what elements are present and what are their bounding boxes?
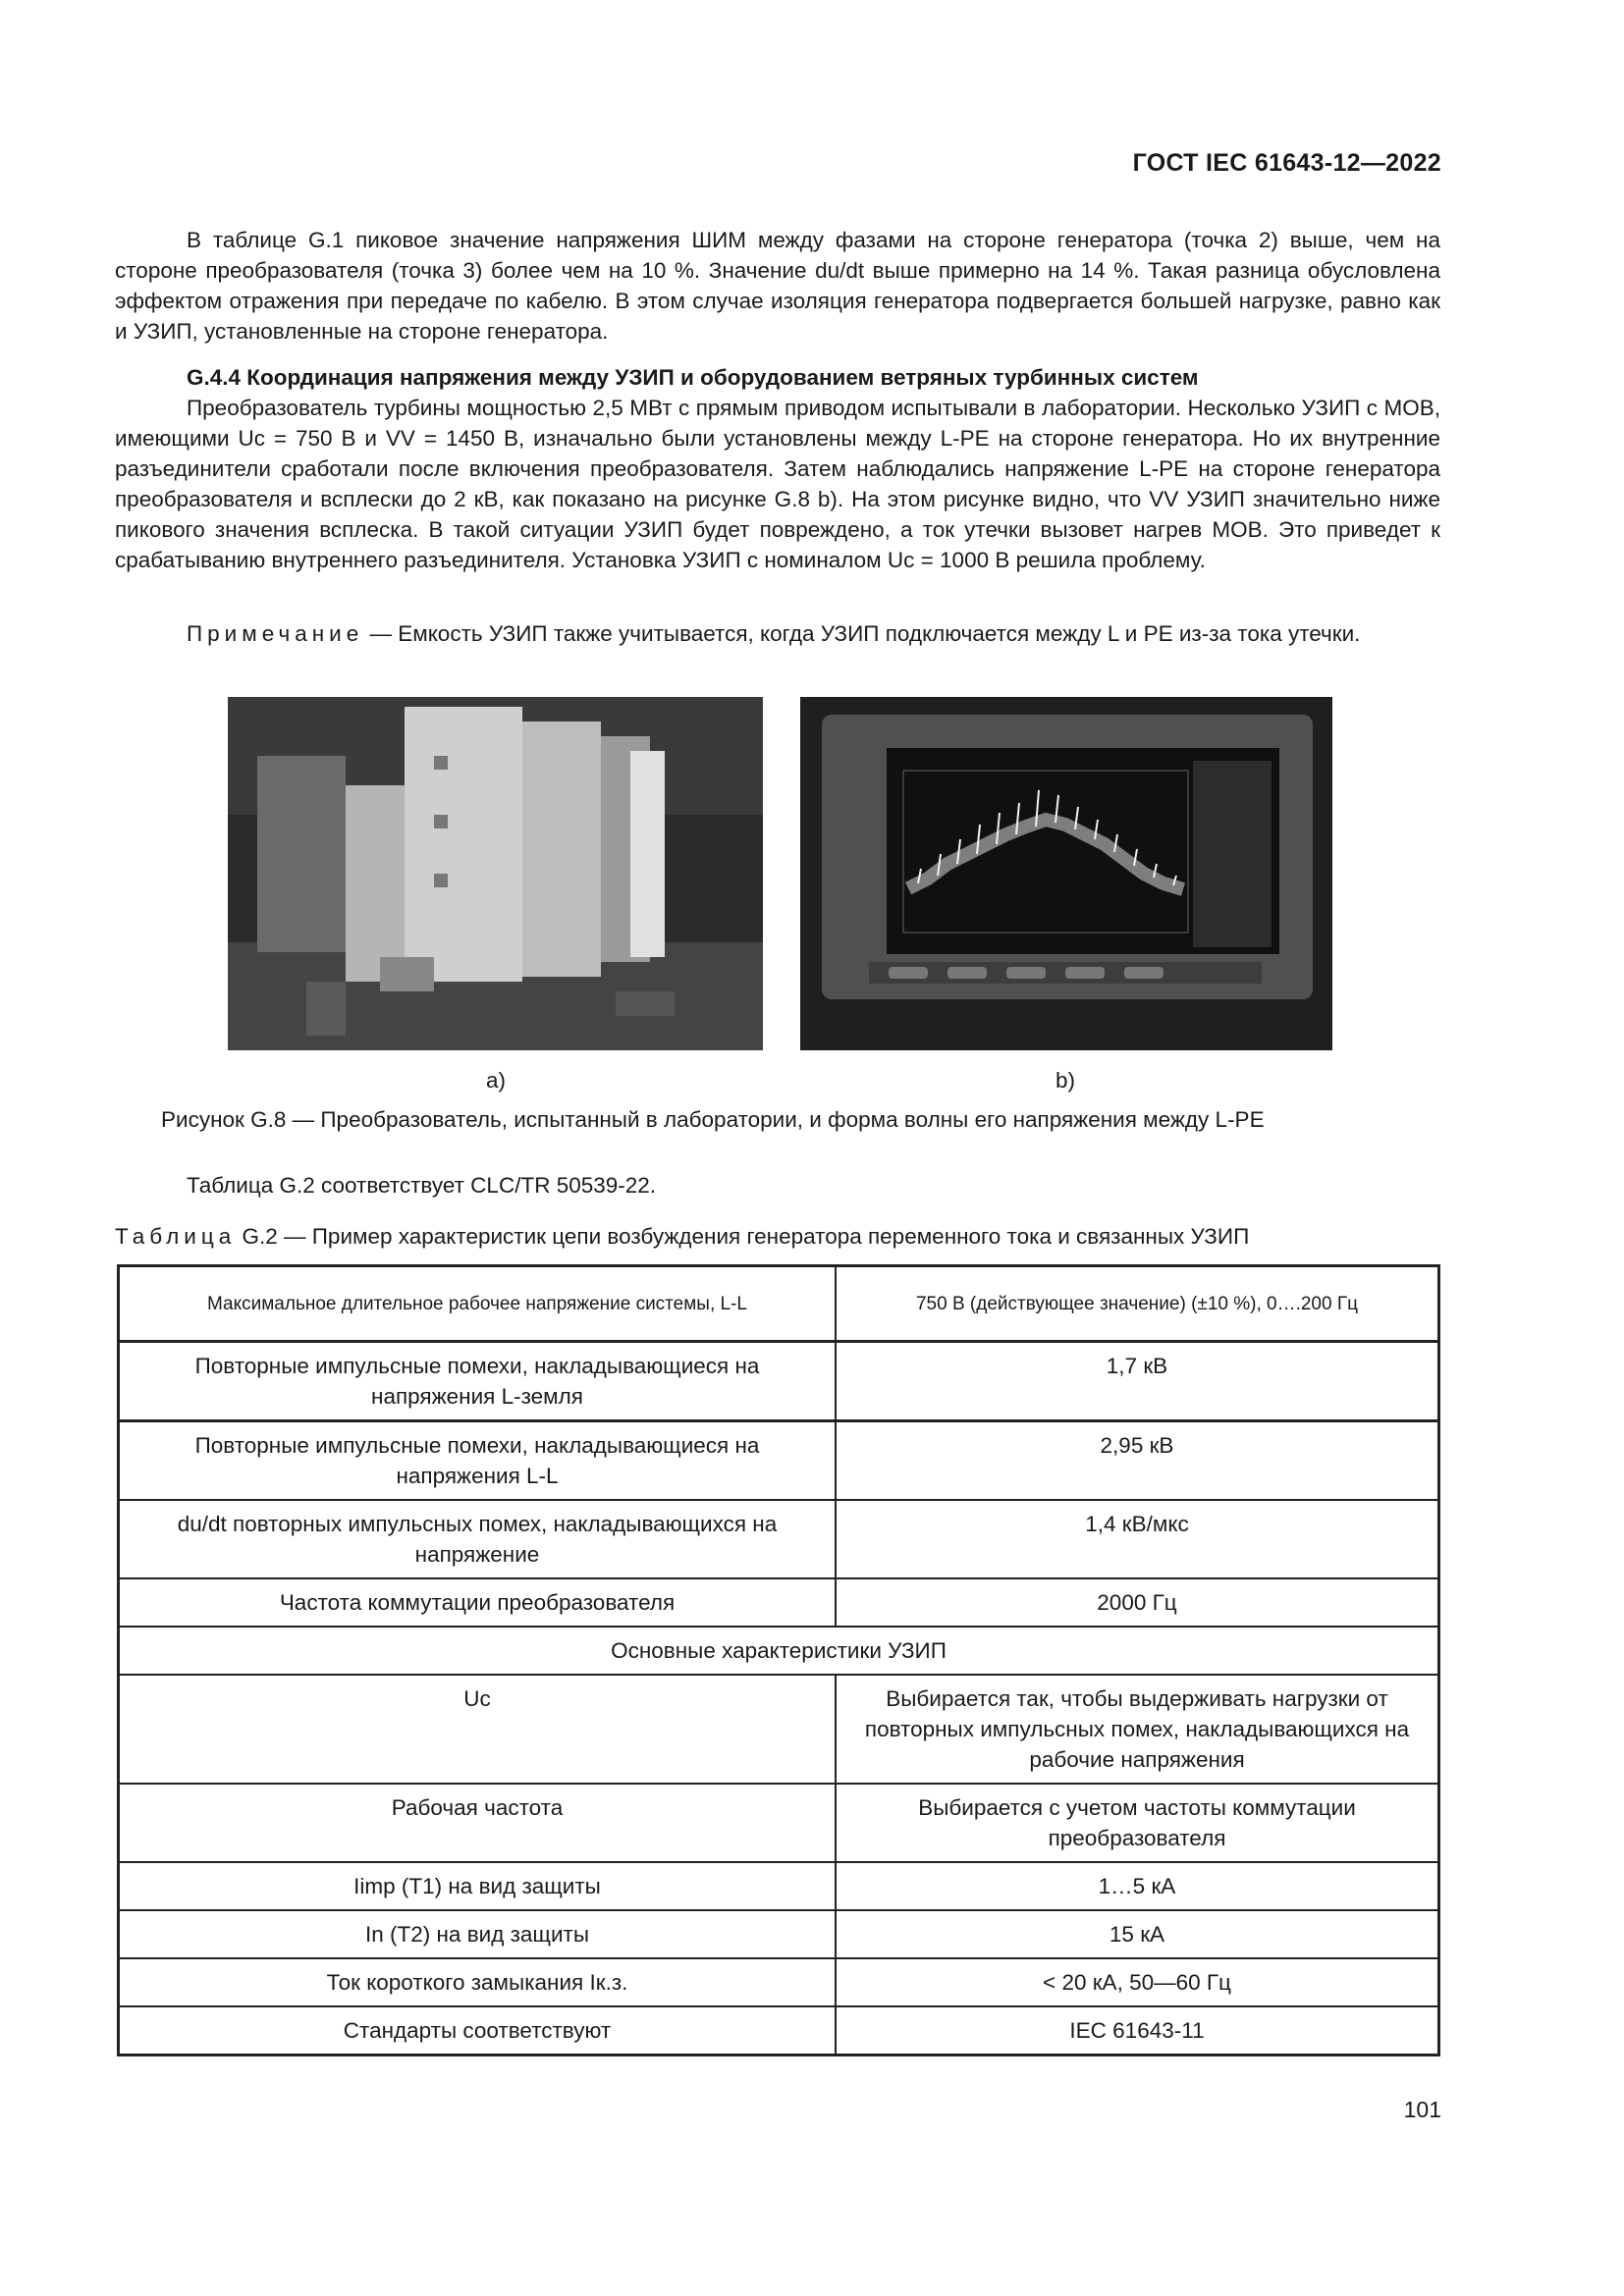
table-cell: < 20 кА, 50—60 Гц: [836, 1958, 1439, 2006]
table-cell: Частота коммутации преобразователя: [119, 1578, 837, 1627]
table-row: [119, 1910, 1439, 1958]
table-cell: 2000 Гц: [836, 1578, 1439, 1627]
table-cell: 1,4 кВ/мкс: [836, 1500, 1439, 1578]
table-cell: IEC 61643-11: [836, 2006, 1439, 2056]
table-row: [119, 1862, 1439, 1910]
table-cell: du/dt повторных импульсных помех, накладывающихся на напряжение: [119, 1500, 837, 1578]
table-row: [119, 1675, 1439, 1784]
note-label: Примечание: [187, 621, 364, 646]
page-number: 101: [1403, 2097, 1441, 2122]
spec-table: [117, 1264, 1440, 2056]
note-text: — Емкость УЗИП также учитывается, когда УЗИП подключается между L и PE из-за тока утечки.: [363, 621, 1361, 646]
table-header-row: [119, 1266, 1439, 1342]
table-row: [119, 1342, 1439, 1421]
table-row: [119, 1421, 1439, 1501]
paragraph-1: В таблице G.1 пиковое значение напряжения ШИМ между фазами на стороне генератора (точка 2) выше, чем на стороне преобразователя (точка 3) более чем на 10 %. Значение du/dt выше примерно на 14 %. Такая разница обусловлена эффектом отражения при передаче по кабелю. В этом случае изоляция генератора подвергается большей нагрузке, равно как и УЗИП, установленные на стороне генератора.: [115, 228, 1440, 344]
table-cell: Ток короткого замыкания Iк.з.: [119, 1958, 837, 2006]
table-header-cell: Максимальное длительное рабочее напряжение системы, L-L: [119, 1266, 837, 1342]
table-title-text: G.2 — Пример характеристик цепи возбуждения генератора переменного тока и связанных УЗИП: [236, 1224, 1250, 1249]
figure-photo-converter: [228, 697, 763, 1050]
table-cell: 1,7 кВ: [836, 1342, 1439, 1421]
table-row: [119, 1578, 1439, 1627]
table-cell: Выбирается так, чтобы выдерживать нагрузки от повторных импульсных помех, накладывающихся на рабочие напряжения: [836, 1675, 1439, 1784]
table-subheader: Основные характеристики УЗИП: [119, 1627, 1439, 1675]
note-paragraph: [115, 618, 1440, 649]
table-row: [119, 1784, 1439, 1862]
table-header-cell: 750 В (действующее значение) (±10 %), 0….200 Гц: [836, 1266, 1439, 1342]
table-cell: Стандарты соответствуют: [119, 2006, 837, 2056]
table-cell: In (T2) на вид защиты: [119, 1910, 837, 1958]
figure-caption: Рисунок G.8 — Преобразователь, испытанный в лаборатории, и форма волны его напряжения между L-PE: [161, 1107, 1265, 1132]
table-cell: 15 кА: [836, 1910, 1439, 1958]
table-title-label: Таблица: [115, 1224, 237, 1249]
table-cell: Uc: [119, 1675, 837, 1784]
table-cell: Повторные импульсные помехи, накладывающиеся на напряжения L-земля: [119, 1342, 837, 1421]
table-cell: Iimp (T1) на вид защиты: [119, 1862, 837, 1910]
table-reference: Таблица G.2 соответствует CLC/TR 50539-22.: [187, 1173, 657, 1198]
section-title: G.4.4 Координация напряжения между УЗИП и оборудованием ветряных турбинных систем: [187, 365, 1199, 390]
table-title: [115, 1224, 1249, 1250]
figure-photo-oscilloscope: [800, 697, 1332, 1050]
figure-label-b: b): [1056, 1068, 1076, 1093]
table-cell: Выбирается с учетом частоты коммутации преобразователя: [836, 1784, 1439, 1862]
table-row: [119, 1500, 1439, 1578]
figure-label-a: а): [486, 1068, 507, 1093]
table-cell: Рабочая частота: [119, 1784, 837, 1862]
table-cell: 1…5 кА: [836, 1862, 1439, 1910]
table-subheader-row: [119, 1627, 1439, 1675]
table-cell: Повторные импульсные помехи, накладывающиеся на напряжения L-L: [119, 1421, 837, 1501]
table-row: [119, 1958, 1439, 2006]
table-cell: 2,95 кВ: [836, 1421, 1439, 1501]
document-header: ГОСТ IEC 61643-12—2022: [1132, 149, 1441, 177]
paragraph-2: Преобразователь турбины мощностью 2,5 МВт с прямым приводом испытывали в лаборатории. Несколько УЗИП с МОВ, имеющими Uc = 750 В и VV = 1450 В, изначально были установлены между L-PE на стороне генератора. Но их внутренние разъединители сработали после включения преобразователя. Затем наблюдались напряжение L-PE на стороне генератора преобразователя и всплески до 2 кВ, как показано на рисунке G.8 b). На этом рисунке видно, что VV УЗИП значительно ниже пикового значения всплеска. В такой ситуации УЗИП будет повреждено, а ток утечки вызовет нагрев МОВ. Это приведет к срабатыванию внутреннего разъединителя. Установка УЗИП с номиналом Uc = 1000 В решила проблему.: [115, 396, 1440, 572]
table-row: [119, 2006, 1439, 2056]
